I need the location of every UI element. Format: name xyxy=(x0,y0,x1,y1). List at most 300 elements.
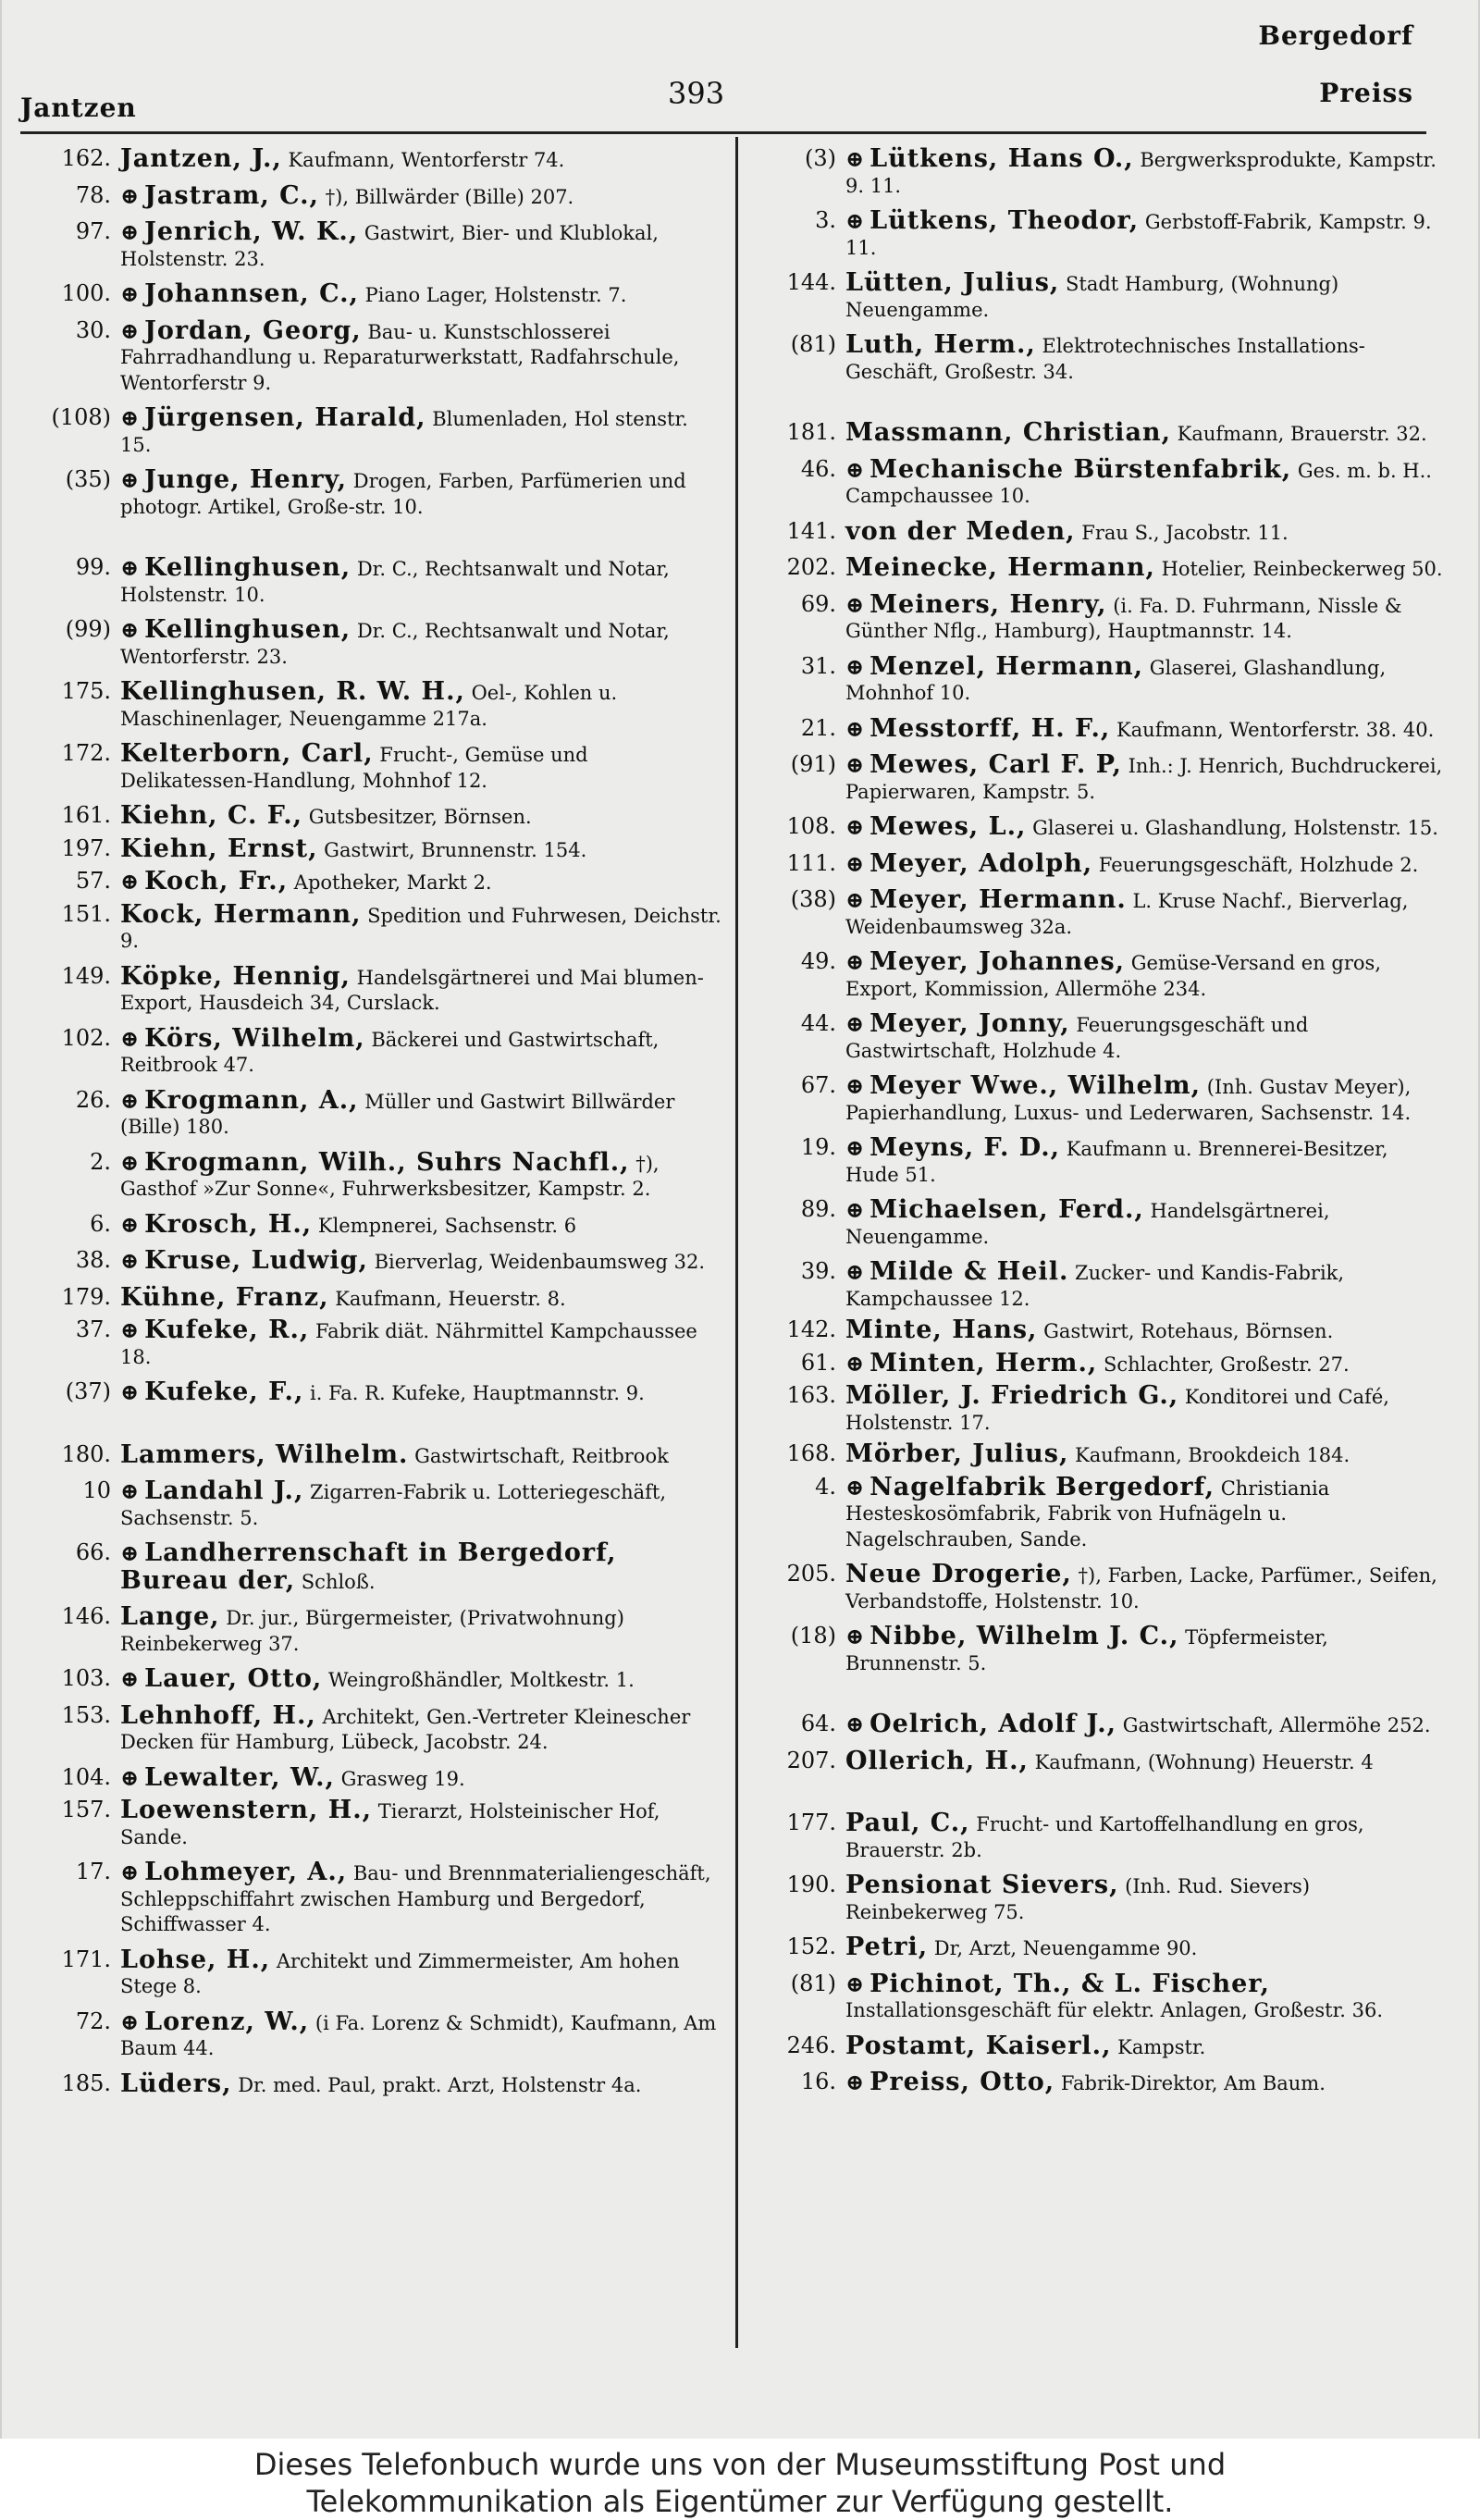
subscriber-details: Kaufmann, (Wohnung) Heuerstr. 4 xyxy=(1034,1750,1374,1773)
directory-entry xyxy=(753,1383,1447,1436)
subscriber-details: Handelsgärtnerei und Mai blumen-Export, Hausdeich 34, Curslack. xyxy=(120,966,704,1014)
subscriber-name: Mörber, Julius, xyxy=(845,1439,1069,1468)
subscriber-details: Gerbstoff-Fabrik, Kampstr. 9. 11. xyxy=(845,211,1432,259)
directory-entry xyxy=(753,1624,1447,1676)
telegraph-symbol-icon: ⊕ xyxy=(120,1316,140,1343)
subscriber-details: i. Fa. R. Kufeke, Hauptmannstr. 9. xyxy=(310,1382,645,1404)
telegraph-symbol-icon: ⊕ xyxy=(120,1859,140,1885)
telegraph-symbol-icon: ⊕ xyxy=(120,280,140,307)
phone-number: 202. xyxy=(786,554,836,580)
subscriber-details: Elektrotechnisches Installations-Geschäft, Großestr. 34. xyxy=(845,335,1365,383)
directory-entry xyxy=(28,1023,722,1079)
subscriber-details: Gemüse-Versand en gros, Export, Kommission, Allermöhe 234. xyxy=(845,952,1382,1000)
subscriber-name: Lütkens, Theodor, xyxy=(870,206,1140,235)
phone-number: 197. xyxy=(61,834,111,861)
directory-entry xyxy=(753,420,1447,448)
telegraph-symbol-icon: ⊕ xyxy=(120,1247,140,1274)
subscriber-details: Fabrik-Direktor, Am Baum. xyxy=(1060,2072,1326,2094)
subscriber-name: Massmann, Christian, xyxy=(845,418,1171,447)
directory-entry xyxy=(28,2009,722,2062)
phone-number: 104. xyxy=(61,1763,111,1790)
phone-number: 16. xyxy=(800,2069,836,2094)
subscriber-name: Meinecke, Hermann, xyxy=(845,553,1155,582)
subscriber-details: Christiania Hesteskosömfabrik, Fabrik von Hufnägeln u. Nagelschrauben, Sande. xyxy=(845,1476,1330,1550)
telegraph-symbol-icon: ⊕ xyxy=(120,1086,140,1114)
telegraph-symbol-icon: ⊕ xyxy=(120,181,140,209)
subscriber-details: Feuerungsgeschäft und Gastwirtschaft, Holzhude 4. xyxy=(845,1014,1309,1062)
subscriber-details: Zucker- und Kandis-Fabrik, Kampchaussee 12. xyxy=(845,1262,1345,1310)
subscriber-details: (Inh. Gustav Meyer), Papierhandlung, Luxus- und Lederwaren, Sachsenstr. 14. xyxy=(845,1076,1412,1124)
directory-entry xyxy=(28,1379,722,1407)
subscriber-name: Paul, C., xyxy=(845,1809,970,1837)
phone-number: 30. xyxy=(75,316,111,343)
phone-number: (81) xyxy=(790,331,836,357)
telegraph-symbol-icon: ⊕ xyxy=(120,1378,140,1405)
telegraph-symbol-icon: ⊕ xyxy=(120,218,140,245)
subscriber-details: Drogen, Farben, Parfümerien und photogr. Artikel, Große-str. 10. xyxy=(120,470,686,518)
subscriber-details: Blumenladen, Hol stenstr. 15. xyxy=(120,408,688,456)
subscriber-name: Preiss, Otto, xyxy=(870,2068,1055,2096)
subscriber-details: Inh.: J. Henrich, Buchdruckerei, Papierwaren, Kampstr. 5. xyxy=(845,755,1443,803)
directory-entry xyxy=(28,1439,722,1470)
phone-number: 185. xyxy=(61,2069,111,2096)
directory-entry xyxy=(753,713,1447,744)
telegraph-symbol-icon: ⊕ xyxy=(845,1970,865,1997)
phone-number: 61. xyxy=(800,1349,836,1376)
directory-entry xyxy=(753,146,1447,199)
directory-entry xyxy=(753,555,1447,583)
phone-number: 21. xyxy=(800,714,836,741)
directory-entry xyxy=(753,1197,1447,1250)
subscriber-details: Gastwirt, Rotehaus, Börnsen. xyxy=(1043,1320,1334,1342)
directory-entry xyxy=(753,1441,1447,1469)
telegraph-symbol-icon: ⊕ xyxy=(120,1665,140,1692)
directory-entry xyxy=(753,589,1447,645)
phone-number: (91) xyxy=(790,751,836,777)
phone-number: 172. xyxy=(61,740,111,766)
subscriber-details: Glaserei, Glashandlung, Mohnhof 10. xyxy=(845,656,1387,704)
subscriber-name: Meyer, Johannes, xyxy=(870,947,1126,976)
subscriber-name: Mewes, L., xyxy=(870,812,1027,841)
telegraph-symbol-icon: ⊕ xyxy=(845,1134,865,1161)
subscriber-details: Hotelier, Reinbeckerweg 50. xyxy=(1161,558,1443,580)
header-rule xyxy=(20,131,1426,134)
subscriber-name: Kock, Hermann, xyxy=(120,899,362,929)
subscriber-details: Kaufmann u. Brennerei-Besitzer, Hude 51. xyxy=(845,1138,1388,1186)
subscriber-name: Kruse, Ludwig, xyxy=(144,1246,368,1275)
directory-entry xyxy=(753,651,1447,707)
directory-entry xyxy=(28,180,722,211)
subscriber-details: Ges. m. b. H.. Campchaussee 10. xyxy=(845,459,1432,507)
directory-entry xyxy=(28,1666,722,1694)
phone-number: 44. xyxy=(800,1010,836,1036)
phone-number: 97. xyxy=(75,218,111,244)
directory-entry xyxy=(28,741,722,794)
subscriber-name: Krosch, H., xyxy=(144,1209,313,1239)
subscriber-details: Töpfermeister, Brunnenstr. 5. xyxy=(845,1626,1328,1674)
telegraph-symbol-icon: ⊕ xyxy=(845,886,865,913)
phone-number: 168. xyxy=(786,1440,836,1466)
subscriber-name: Messtorff, H. F., xyxy=(870,713,1111,743)
subscriber-details: Kaufmann, Brookdeich 184. xyxy=(1075,1444,1350,1466)
subscriber-details: Architekt und Zimmermeister, Am hohen Stege 8. xyxy=(120,1949,680,1997)
directory-entry xyxy=(28,1147,722,1203)
directory-entry xyxy=(28,467,722,520)
subscriber-name: Jürgensen, Harald, xyxy=(144,403,426,432)
telegraph-symbol-icon: ⊕ xyxy=(120,466,140,493)
subscriber-name: Lohmeyer, A., xyxy=(144,1858,348,1886)
directory-entry xyxy=(28,1248,722,1276)
directory-entry xyxy=(753,208,1447,261)
phone-number: 153. xyxy=(61,1701,111,1728)
subscriber-name: Jenrich, W. K., xyxy=(144,217,359,246)
subscriber-details: Dr. med. Paul, prakt. Arzt, Holstenstr 4a. xyxy=(238,2073,642,2096)
subscriber-name: Pensionat Sievers, xyxy=(845,1871,1119,1899)
directory-entry xyxy=(28,961,722,1017)
directory-entry xyxy=(753,1872,1447,1925)
subscriber-name: von der Meden, xyxy=(845,516,1076,546)
directory-entry xyxy=(28,1762,722,1793)
telegraph-symbol-icon: ⊕ xyxy=(845,590,865,618)
phone-number: 69. xyxy=(800,590,836,617)
subscriber-details: Spedition und Fuhrwesen, Deichstr. 9. xyxy=(120,904,722,952)
telegraph-symbol-icon: ⊕ xyxy=(845,1010,865,1037)
phone-number: 152. xyxy=(786,1933,836,1959)
directory-entry xyxy=(753,2033,1447,2061)
phone-number: 180. xyxy=(61,1440,111,1467)
phone-number: (3) xyxy=(805,145,836,171)
subscriber-name: Lange, xyxy=(120,1602,220,1631)
subscriber-details: Schlachter, Großestr. 27. xyxy=(1103,1353,1350,1376)
telegraph-symbol-icon: ⊕ xyxy=(845,455,865,483)
footer-line-2: Telekommunikation als Eigentümer zur Verfügung gestellt. xyxy=(306,2484,1174,2519)
phone-number: (81) xyxy=(790,1970,836,1996)
directory-entry xyxy=(753,1971,1447,2024)
subscriber-details: Gastwirtschaft, Allermöhe 252. xyxy=(1122,1714,1431,1736)
subscriber-details: Handelsgärtnerei, Neuengamme. xyxy=(845,1200,1330,1248)
telegraph-symbol-icon: ⊕ xyxy=(845,1196,865,1223)
directory-entry xyxy=(28,679,722,732)
phone-number: (37) xyxy=(65,1378,111,1404)
phone-number: 57. xyxy=(75,868,111,894)
phone-number: (38) xyxy=(790,886,836,912)
subscriber-details: Piano Lager, Holstenstr. 7. xyxy=(364,284,627,306)
directory-entry xyxy=(28,836,722,864)
directory-entry xyxy=(28,146,722,174)
subscriber-name: Landherrenschaft in Bergedorf, Bureau der, xyxy=(120,1538,617,1595)
directory-entry xyxy=(28,1209,722,1240)
subscriber-details: L. Kruse Nachf., Bierverlag, Weidenbaumsweg 32a. xyxy=(845,890,1409,938)
subscriber-name: Milde & Heil. xyxy=(870,1257,1069,1286)
directory-entry xyxy=(753,1562,1447,1614)
phone-number: (35) xyxy=(65,466,111,492)
phone-number: 72. xyxy=(75,2007,111,2034)
phone-number: 144. xyxy=(786,269,836,295)
subscriber-name: Jastram, C., xyxy=(144,180,319,210)
phone-number: (99) xyxy=(65,616,111,642)
subscriber-name: Luth, Herm., xyxy=(845,330,1036,359)
subscriber-name: Kühne, Franz, xyxy=(120,1282,329,1312)
subscriber-name: Meyer, Adolph, xyxy=(870,848,1093,878)
subscriber-details: †), Billwärder (Bille) 207. xyxy=(325,185,574,208)
subscriber-details: Stadt Hamburg, (Wohnung) Neuengamme. xyxy=(845,273,1339,321)
telegraph-symbol-icon: ⊕ xyxy=(120,1763,140,1791)
directory-entry xyxy=(28,219,722,272)
subscriber-details: Architekt, Gen.-Vertreter Kleinescher Decken für Hamburg, Lübeck, Jacobstr. 24. xyxy=(120,1705,691,1753)
subscriber-name: Lauer, Otto, xyxy=(144,1664,323,1693)
subscriber-name: Krogmann, Wilh., Suhrs Nachfl., xyxy=(144,1147,630,1177)
phone-number: 207. xyxy=(786,1747,836,1773)
phone-number: 141. xyxy=(786,517,836,544)
phone-number: 246. xyxy=(786,2032,836,2058)
directory-entry xyxy=(753,752,1447,805)
subscriber-name: Ollerich, H., xyxy=(845,1746,1029,1775)
phone-number: 171. xyxy=(61,1946,111,1972)
subscriber-name: Lütten, Julius, xyxy=(845,268,1060,297)
subscriber-details: †), Gasthof »Zur Sonne«, Fuhrwerksbesitzer, Kampstr. 2. xyxy=(120,1152,660,1200)
subscriber-name: Loewenstern, H., xyxy=(120,1796,373,1824)
directory-entry xyxy=(28,1700,722,1756)
directory-entry xyxy=(28,2071,722,2099)
subscriber-details: Kaufmann, Wentorferstr. 38. 40. xyxy=(1116,718,1435,741)
directory-entry xyxy=(753,1934,1447,1962)
subscriber-name: Meyer, Jonny, xyxy=(870,1009,1070,1038)
subscriber-name: Kiehn, Ernst, xyxy=(120,834,318,863)
directory-entry xyxy=(753,516,1447,547)
subscriber-name: Pichinot, Th., & L. Fischer, xyxy=(870,1969,1270,1998)
subscriber-name: Körs, Wilhelm, xyxy=(144,1023,365,1053)
directory-entry xyxy=(28,281,722,309)
subscriber-name: Michaelsen, Ferd., xyxy=(870,1195,1144,1224)
subscriber-details: Weingroßhändler, Moltkestr. 1. xyxy=(328,1669,635,1691)
subscriber-name: Lewalter, W., xyxy=(144,1762,335,1792)
telegraph-symbol-icon: ⊕ xyxy=(845,1349,865,1377)
phone-number: 157. xyxy=(61,1797,111,1822)
telegraph-symbol-icon: ⊕ xyxy=(845,1623,865,1649)
directory-entry xyxy=(28,1797,722,1850)
directory-entry xyxy=(28,899,722,955)
directory-entry xyxy=(28,1085,722,1141)
subscriber-name: Kufeke, R., xyxy=(144,1316,310,1344)
subscriber-name: Mewes, Carl F. P, xyxy=(870,750,1122,779)
subscriber-name: Kellinghusen, xyxy=(144,553,352,582)
phone-number: 205. xyxy=(786,1561,836,1587)
directory-entry xyxy=(28,1604,722,1657)
subscriber-details: Dr, Arzt, Neuengamme 90. xyxy=(933,1937,1198,1959)
subscriber-name: Meyns, F. D., xyxy=(870,1133,1060,1162)
subscriber-details: Apotheker, Markt 2. xyxy=(293,871,492,894)
directory-entry xyxy=(753,1472,1447,1553)
subscriber-name: Minte, Hans, xyxy=(845,1316,1038,1344)
phone-number: 146. xyxy=(61,1603,111,1629)
subscriber-details: Bau- u. Kunstschlosserei Fahrradhandlung u. Reparaturwerkstatt, Radfahrschule, Wentorferstr 9. xyxy=(120,320,680,394)
directory-entry xyxy=(753,848,1447,879)
subscriber-details: (i. Fa. D. Fuhrmann, Nissle & Günther Nflg., Hamburg), Hauptmannstr. 14. xyxy=(845,594,1402,642)
directory-entry xyxy=(753,814,1447,842)
subscriber-name: Köpke, Hennig, xyxy=(120,961,351,991)
telegraph-symbol-icon: ⊕ xyxy=(845,145,865,172)
subscriber-details: Frucht- und Kartoffelhandlung en gros, Brauerstr. 2b. xyxy=(845,1813,1364,1861)
directory-entry xyxy=(28,315,722,397)
subscriber-details: Oel-, Kohlen u. Maschinenlager, Neuengamme 217a. xyxy=(120,682,618,730)
subscriber-name: Kelterborn, Carl, xyxy=(120,739,374,768)
subscriber-name: Neue Drogerie, xyxy=(845,1560,1072,1588)
telegraph-symbol-icon: ⊕ xyxy=(120,1539,140,1566)
subscriber-details: (Inh. Rud. Sievers) Reinbekerweg 75. xyxy=(845,1875,1311,1923)
telegraph-symbol-icon: ⊕ xyxy=(845,1711,865,1737)
subscriber-details: Kampstr. xyxy=(1117,2035,1206,2058)
directory-entry xyxy=(753,270,1447,323)
telegraph-symbol-icon: ⊕ xyxy=(845,207,865,234)
subscriber-name: Möller, J. Friedrich G., xyxy=(845,1381,1179,1410)
phone-number: 2. xyxy=(90,1148,111,1175)
phone-number: 181. xyxy=(786,419,836,445)
subscriber-details: Feuerungsgeschäft, Holzhude 2. xyxy=(1098,853,1419,876)
directory-entry xyxy=(753,1011,1447,1064)
telegraph-symbol-icon: ⊕ xyxy=(120,1024,140,1052)
subscriber-name: Kellinghusen, xyxy=(144,615,352,644)
subscriber-details: Konditorei und Café, Holstenstr. 17. xyxy=(845,1386,1389,1434)
phone-number: 142. xyxy=(786,1316,836,1342)
telegraph-symbol-icon: ⊕ xyxy=(120,1210,140,1238)
phone-number: 161. xyxy=(61,802,111,828)
telegraph-symbol-icon: ⊕ xyxy=(845,1258,865,1285)
subscriber-name: Krogmann, A., xyxy=(144,1085,359,1115)
phone-number: 31. xyxy=(800,652,836,679)
phone-number: 162. xyxy=(61,145,111,171)
directory-entry xyxy=(753,332,1447,385)
telegraph-symbol-icon: ⊕ xyxy=(845,948,865,975)
directory-entry xyxy=(753,1748,1447,1776)
subscriber-details: (i Fa. Lorenz & Schmidt), Kaufmann, Am Baum 44. xyxy=(120,2011,717,2059)
subscriber-name: Lorenz, W., xyxy=(144,2007,310,2036)
directory-entry xyxy=(753,1711,1447,1739)
directory-entry xyxy=(753,1348,1447,1378)
subscriber-name: Kufeke, F., xyxy=(144,1377,304,1406)
phone-number: 111. xyxy=(786,849,836,876)
subscriber-details: Klempnerei, Sachsenstr. 6 xyxy=(317,1214,577,1237)
phone-number: 149. xyxy=(61,962,111,989)
phone-number: 10 xyxy=(82,1477,111,1503)
phone-number: (108) xyxy=(51,404,111,430)
directory-entry xyxy=(28,1282,722,1313)
phone-number: 37. xyxy=(75,1316,111,1342)
subscriber-details: Kaufmann, Brauerstr. 32. xyxy=(1177,423,1427,445)
subscriber-name: Menzel, Hermann, xyxy=(870,651,1144,681)
phone-number: (18) xyxy=(790,1623,836,1649)
telegraph-symbol-icon: ⊕ xyxy=(120,316,140,344)
directory-entry xyxy=(753,2069,1447,2097)
header-left-name: Jantzen xyxy=(20,93,137,123)
subscriber-name: Minten, Herm., xyxy=(870,1348,1098,1377)
subscriber-details: Bergwerksprodukte, Kampstr. 9. 11. xyxy=(845,149,1437,197)
phone-number: 39. xyxy=(800,1258,836,1284)
telegraph-symbol-icon: ⊕ xyxy=(845,2069,865,2095)
subscriber-details: Bierverlag, Weidenbaumsweg 32. xyxy=(374,1251,706,1273)
subscriber-details: Gastwirt, Bier- und Klublokal, Holstenstr. 23. xyxy=(120,222,659,270)
phone-number: 4. xyxy=(815,1473,836,1500)
subscriber-details: Frau S., Jacobstr. 11. xyxy=(1081,521,1289,544)
phone-number: 108. xyxy=(786,813,836,839)
phone-number: 103. xyxy=(61,1665,111,1691)
subscriber-details: Gastwirtschaft, Reitbrook xyxy=(414,1444,669,1467)
phone-number: 99. xyxy=(75,554,111,580)
phone-number: 49. xyxy=(800,948,836,974)
subscriber-details: Schloß. xyxy=(301,1570,376,1593)
directory-entry xyxy=(753,887,1447,940)
directory-entry xyxy=(753,1810,1447,1863)
header-right-top: Bergedorf xyxy=(1258,20,1413,51)
subscriber-details: Dr. jur., Bürgermeister, (Privatwohnung) Reinbekerweg 37. xyxy=(120,1607,624,1655)
subscriber-name: Kiehn, C. F., xyxy=(120,801,303,830)
phone-number: 64. xyxy=(800,1711,836,1736)
subscriber-details: Installationsgeschäft für elektr. Anlagen, Großestr. 36. xyxy=(845,1999,1384,2021)
subscriber-details: Bau- und Brennmaterialiengeschäft, Schleppschiffahrt zwischen Hamburg und Bergedorf, Schiffwasser 4. xyxy=(120,1862,711,1935)
phone-number: 26. xyxy=(75,1086,111,1113)
phone-number: 190. xyxy=(786,1871,836,1897)
directory-entry xyxy=(28,869,722,896)
phone-number: 17. xyxy=(75,1859,111,1884)
telegraph-symbol-icon: ⊕ xyxy=(845,813,865,840)
phone-number: 3. xyxy=(815,207,836,233)
telegraph-symbol-icon: ⊕ xyxy=(120,404,140,431)
subscriber-name: Oelrich, Adolf J., xyxy=(870,1710,1117,1738)
phone-number: 102. xyxy=(61,1024,111,1051)
subscriber-details: Fabrik diät. Nährmittel Kampchaussee 18. xyxy=(120,1320,697,1368)
subscriber-name: Landahl J., xyxy=(144,1476,304,1505)
subscriber-details: Frucht-, Gemüse und Delikatessen-Handlung, Mohnhof 12. xyxy=(120,744,588,792)
subscriber-name: Meyer Wwe., Wilhelm, xyxy=(870,1071,1202,1100)
subscriber-details: Grasweg 19. xyxy=(340,1767,465,1790)
directory-entry xyxy=(28,617,722,670)
subscriber-name: Lammers, Wilhelm. xyxy=(120,1439,409,1469)
phone-number: 177. xyxy=(786,1810,836,1835)
directory-entry xyxy=(753,1259,1447,1312)
page-number: 393 xyxy=(668,76,725,111)
telegraph-symbol-icon: ⊕ xyxy=(120,1477,140,1504)
directory-entry xyxy=(28,1947,722,2000)
subscriber-name: Meiners, Henry, xyxy=(870,589,1107,619)
right-column xyxy=(753,146,1447,2097)
directory-entry xyxy=(28,1317,722,1370)
phone-number: 46. xyxy=(800,455,836,482)
subscriber-name: Koch, Fr., xyxy=(144,867,289,896)
directory-entry xyxy=(28,555,722,608)
phone-number: 78. xyxy=(75,181,111,208)
left-column xyxy=(28,146,722,2098)
subscriber-details: Müller und Gastwirt Billwärder (Bille) 180. xyxy=(120,1090,675,1138)
phone-number: 100. xyxy=(61,280,111,306)
telegraph-symbol-icon: ⊕ xyxy=(120,868,140,895)
phone-number: 179. xyxy=(61,1283,111,1310)
subscriber-details: Kaufmann, Wentorferstr 74. xyxy=(288,149,565,171)
subscriber-name: Petri, xyxy=(845,1933,929,1961)
telegraph-symbol-icon: ⊕ xyxy=(120,2007,140,2035)
subscriber-details: Gastwirt, Brunnenstr. 154. xyxy=(324,838,587,861)
telegraph-symbol-icon: ⊕ xyxy=(120,1148,140,1176)
directory-entry xyxy=(753,1135,1447,1188)
footer-line-1: Dieses Telefonbuch wurde uns von der Museumsstiftung Post und xyxy=(253,2447,1227,2482)
subscriber-details: Zigarren-Fabrik u. Lotteriegeschäft, Sachsenstr. 5. xyxy=(120,1481,666,1529)
subscriber-details: Dr. C., Rechtsanwalt und Notar, Holstenstr. 10. xyxy=(120,558,670,606)
directory-entry xyxy=(753,454,1447,510)
subscriber-name: Kellinghusen, R. W. H., xyxy=(120,677,465,706)
telegraph-symbol-icon: ⊕ xyxy=(120,616,140,643)
column-divider xyxy=(735,137,738,2348)
directory-entry xyxy=(753,949,1447,1002)
subscriber-name: Mechanische Bürstenfabrik, xyxy=(870,454,1292,484)
subscriber-details: Kaufmann, Heuerstr. 8. xyxy=(335,1287,566,1310)
